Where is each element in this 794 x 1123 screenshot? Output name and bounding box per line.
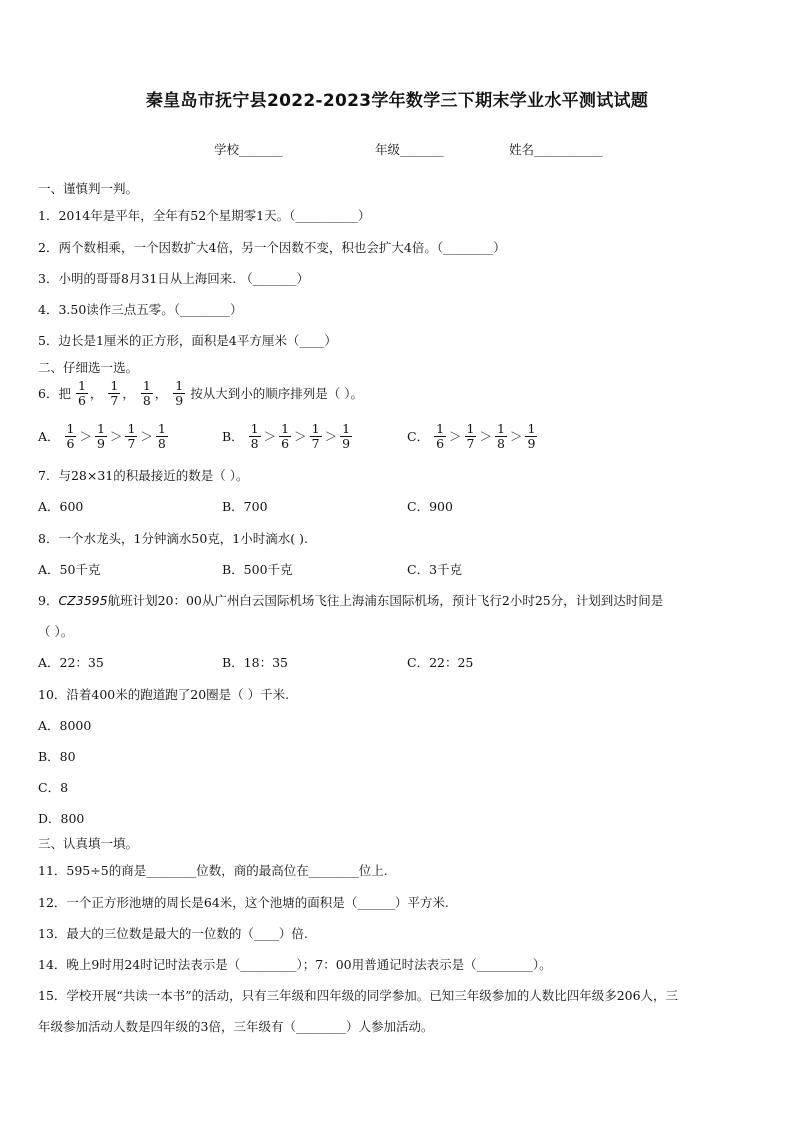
question-15-line2: 年级参加活动人数是四年级的3倍，三年级有（________）人参加活动。	[38, 1019, 434, 1034]
question-1: 1．2014年是平年，全年有52个星期零1天。（__________）	[38, 208, 371, 223]
q7-option-c: C．900	[407, 499, 453, 514]
question-4: 4．3.50读作三点五零。（________）	[38, 302, 243, 317]
q9-option-b: B．18：35	[222, 655, 288, 670]
q10-option-a: A．8000	[38, 718, 92, 733]
question-9-number: 9．	[38, 593, 59, 608]
question-9	[38, 593, 663, 609]
name-field: 姓名___________	[509, 142, 603, 157]
section-heading-3: 三、认真填一填。	[38, 836, 139, 851]
fraction-1-7: $\frac{1}{7}$	[110, 378, 119, 408]
question-9-line2: （ ）。	[38, 624, 74, 639]
grade-field: 年级_______	[375, 142, 444, 157]
q8-option-b: B．500千克	[222, 562, 293, 577]
q9-option-a: A．22：35	[38, 655, 104, 670]
flight-code: CZ3595	[58, 593, 108, 608]
question-10: 10．沿着400米的跑道跑了20圈是（ ）千米.	[38, 687, 290, 702]
question-11: 11．595÷5的商是________位数，商的最高位在________位上.	[38, 863, 388, 878]
q6-option-a: A． $\frac{1}{6}$ ＞ $\frac{1}{9}$ ＞ $\frac{1}{7}$ ＞ $\frac{1}{8}$	[38, 421, 166, 451]
school-field: 学校_______	[214, 142, 283, 157]
fraction-1-9: $\frac{1}{9}$	[175, 378, 184, 408]
section-heading-2: 二、仔细选一选。	[38, 360, 139, 375]
question-13: 13．最大的三位数是最大的一位数的（____）倍.	[38, 926, 308, 941]
question-7: 7．与28×31的积最接近的数是（ ）。	[38, 468, 249, 483]
question-6-prefix: 6．把	[38, 385, 71, 401]
question-2: 2．两个数相乘，一个因数扩大4倍，另一个因数不变，积也会扩大4倍。（________）	[38, 240, 506, 255]
q10-option-c: C．8	[38, 780, 69, 795]
question-14: 14．晚上9时用24时记时法表示是（_________）；7：00用普通记时法表示是（_________）。	[38, 957, 552, 972]
q7-option-a: A．600	[38, 499, 84, 514]
q10-option-d: D．800	[38, 811, 85, 826]
fraction-1-6: $\frac{1}{6}$	[77, 378, 86, 408]
question-12: 12．一个正方形池塘的周长是64米，这个池塘的面积是（______）平方米.	[38, 895, 449, 910]
q7-option-b: B．700	[222, 499, 268, 514]
question-9-text: 航班计划20：00从广州白云国际机场飞往上海浦东国际机场，预计飞行2小时25分，计划到达时间是	[107, 593, 664, 608]
section-heading-1: 一、谨慎判一判。	[38, 181, 139, 196]
question-3: 3．小明的哥哥8月31日从上海回来. （_______）	[38, 271, 310, 286]
q8-option-a: A．50千克	[38, 562, 101, 577]
q10-option-b: B．80	[38, 749, 76, 764]
page-title: 秦皇岛市抚宁县2022-2023学年数学三下期末学业水平测试试题	[145, 91, 649, 111]
question-15-line1: 15．学校开展“共读一本书”的活动，只有三年级和四年级的同学参加。已知三年级参加的人数比四年级多206人，三	[38, 988, 679, 1003]
q6-option-b: B． $\frac{1}{8}$ ＞ $\frac{1}{6}$ ＞ $\frac{1}{7}$ ＞ $\frac{1}{9}$	[222, 421, 351, 451]
question-6-suffix: 按从大到小的顺序排列是（ ）。	[190, 385, 363, 401]
fraction-1-8: $\frac{1}{8}$	[142, 378, 151, 408]
question-8: 8．一个水龙头，1分钟滴水50克，1小时滴水( ).	[38, 531, 308, 546]
question-5: 5．边长是1厘米的正方形，面积是4平方厘米（____）	[38, 333, 337, 348]
question-6: 6．把 $\frac{1}{6}$ ， $\frac{1}{7}$ ， $\frac{1}{8}$ ， $\frac{1}{9}$ 按从大到小的顺序排列是（ ）。	[38, 378, 363, 408]
q8-option-c: C．3千克	[407, 562, 463, 577]
q6-option-c: C． $\frac{1}{6}$ ＞ $\frac{1}{7}$ ＞ $\frac{1}{8}$ ＞ $\frac{1}{9}$	[407, 421, 536, 451]
q9-option-c: C．22：25	[407, 655, 474, 670]
